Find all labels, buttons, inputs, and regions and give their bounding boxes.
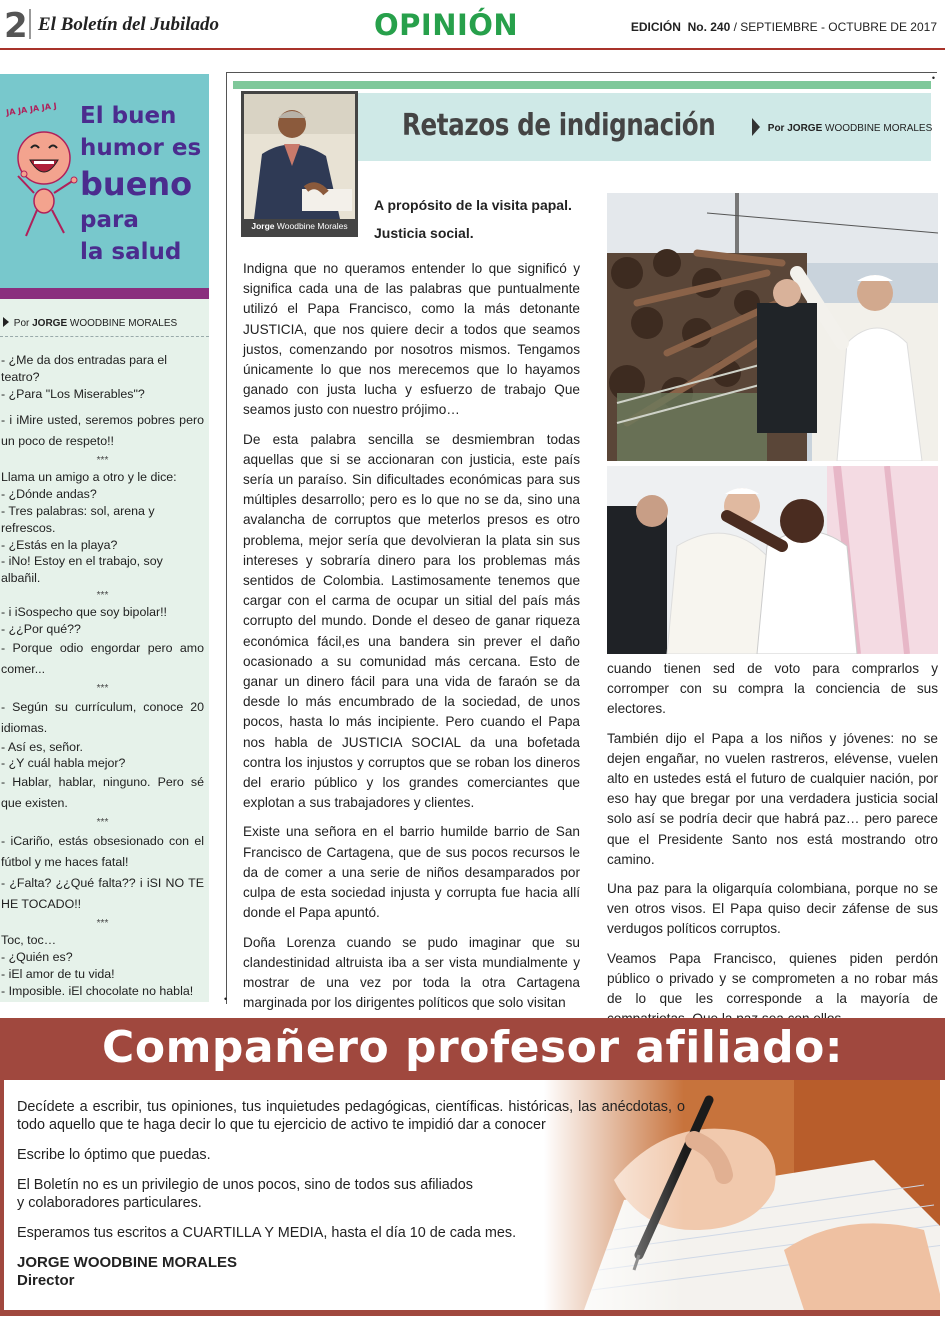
article-kicker — [374, 191, 584, 247]
byline-rest: WOODBINE MORALES — [825, 123, 933, 134]
byline-rest: WOODBINE MORALES — [69, 318, 178, 329]
humor-divider — [0, 336, 209, 337]
humor-column — [0, 74, 209, 1002]
joke-line: - ¿Para "Los Miserables"? — [1, 386, 145, 401]
edition-number: No. 240 — [687, 20, 731, 34]
promo-text — [17, 1098, 685, 1254]
promo-paragraph: Esperamos tus escritos a CUARTILLA Y MEDIA, hasta el día 10 de cada mes. — [17, 1225, 517, 1241]
joke-line: - i iSospecho que soy bipolar!! — [1, 604, 167, 619]
joke-line: - ¿Dónde andas? — [1, 487, 97, 502]
jokes-list — [1, 352, 204, 999]
article-paragraph: Doña Lorenza cuando se pudo imaginar que su clandestinidad altruista iba a ser vista mundialmente y mostrar de una vez por toda la otra Cartagena marginada por los dirigentes políticos que solo visitan — [243, 934, 580, 1011]
promo-line: El Boletín no es un privilegio de unos pocos, sino de todos sus afiliados — [17, 1177, 473, 1193]
pope-crowd-photo — [607, 193, 938, 461]
article-paragraph: Una paz para la oligarquía colombiana, porque no se ven otros visos. El Papa quiso decir záfense de sus verdugos políticos corruptos. — [607, 881, 938, 937]
joke-line: - Tres palabras: sol, arena y refrescos. — [1, 503, 155, 535]
header-divider — [29, 9, 31, 39]
byline-name: JORGE — [32, 318, 68, 329]
article-paragraph: De esta palabra sencilla se desmiembran todas aquellas que si se accionaran con justicia, este país sería un paraíso. Sin dificultades económicas para sus múltiples desarrollo; pero es lo que no se da, sino una avalancha de corruptos que meterlos presos es otro problema, mejor sería que devolvieran la plata sin sus intereses y sobraría dinero para los problemas más sentidos de Colombia. Lastimosamente tenemos que cargar con el carma de ocupar un sitial del país más corrupto del mundo. Donde el deseo de ganar riqueza económica fácil,es una bandera sin prever el daño ocasionado a su comunidad más cercana. Esto de ganar un dinero fácil para una vida de faraón se da desde lo más encumbrado de la sociedad, de unos pocos, hasta lo más incipiente. Pero cuando el Papa nos habla de JUSTICIA SOCIAL da una bofetada contra los injustos y corruptos que se roban los dineros del erario público y los grandes comerciantes que explotan a sus trabajadores y clientes. — [243, 431, 580, 811]
author-caption — [244, 219, 355, 234]
promo-paragraph: Decídete a escribir, tus opiniones, tus inquietudes pedagógicas, científicas. históricas, las anécdotas, o todo aquello que te haga decir lo que tu ejercicio de activo te impidió dar a conocer — [17, 1099, 685, 1133]
joke-line: - Hablar, hablar, ninguno. Pero sé que existen. — [1, 775, 204, 811]
banner-line-5: la salud — [80, 239, 182, 265]
article-column-2 — [607, 659, 938, 1038]
joke-line: - Imposible. iEl chocolate no habla! — [1, 983, 194, 998]
joke-line: - ¿Estás en la playa? — [1, 537, 118, 552]
promo-signature — [17, 1254, 237, 1290]
joke-line: - ¿Me da dos entradas para el teatro? — [1, 353, 167, 384]
author-caption-bold: Jorge — [251, 221, 275, 231]
promo-paragraph — [17, 1176, 685, 1212]
humor-byline — [0, 317, 209, 335]
author-portrait-image — [244, 94, 355, 219]
corner-dot: • — [931, 73, 935, 83]
kicker-line-1: A propósito de la visita papal. — [374, 197, 572, 213]
joke-line: - iEl amor de tu vida! — [1, 966, 115, 981]
joke-line: - Según su currículum, conoce 20 idiomas. — [1, 699, 204, 735]
humor-banner-title — [80, 100, 208, 268]
edition-label: EDICIÓN — [630, 20, 681, 34]
article-headline: Retazos de indignación — [402, 108, 716, 143]
article-paragraph: Indigna que no queramos entender lo que significó y significa cada una de las palabras que puntualmente utilizó el Papa Francisco, como la más detonante JUSTICIA, que nos quiere decir a todos que seamos justos, comenzando por nosotros mismos. Tengamos únicamente lo que nos merecemos que lo hayamos ganado con justa lucha y esfuerzo de trabajo Que seamos justo con nuestro prójimo… — [243, 261, 580, 418]
byline-arrow-icon — [3, 317, 9, 327]
laugh-text: JA JA JA JA J — [5, 101, 58, 118]
joke-separator: *** — [96, 918, 109, 930]
promo-paragraph: Escribe lo óptimo que puedas. — [17, 1147, 211, 1163]
article-body-col1 — [243, 259, 580, 1022]
joke-line: - iNo! Estoy en el trabajo, soy albañil. — [1, 554, 163, 586]
banner-line-1: El buen — [80, 103, 177, 129]
director-name: JORGE WOODBINE MORALES — [17, 1254, 238, 1271]
author-caption-rest: Woodbine Morales — [276, 221, 348, 231]
corner-dot: • — [224, 994, 228, 1004]
humor-banner — [0, 74, 209, 288]
banner-line-4: para — [80, 207, 139, 233]
pope-crowd-image — [607, 193, 938, 461]
joke-line: - ¿Quién es? — [1, 949, 73, 964]
page-header — [0, 0, 945, 50]
joke-line: - ¿Y cuál habla mejor? — [1, 756, 126, 771]
article-paragraph: Existe una señora en el barrio humilde barrio de San Francisco de Cartagena, que de sus pocos recursos le da de comer a una serie de niños desamparados por culpa de esta sociedad injusta y corrupta fue hacia allí donde el Papa apuntó. — [243, 824, 580, 921]
joke-separator: *** — [96, 682, 109, 694]
joke-line: - Así es, señor. — [1, 739, 83, 754]
byline-name: JORGE — [787, 123, 823, 134]
opinion-article — [224, 72, 938, 1011]
article-top-bar — [233, 81, 931, 89]
section-title: OPINIÓN — [374, 8, 519, 42]
joke-separator: *** — [96, 817, 109, 829]
promo-title: Compañero profesor afiliado: — [102, 1022, 843, 1073]
joke-separator: *** — [96, 589, 109, 601]
banner-line-2: humor es — [80, 135, 202, 161]
humor-stripe — [0, 288, 209, 299]
article-paragraph: También dijo el Papa a los niños y jóvenes: no se dejen engañar, no vuelen rastreros, elévense, vuelen alto en ustedes está el futuro de cualquier nación, por eso hay que bregar por una verdadera justicia social solo así se podría decir que habrá paz… pero parece que el Presidente Santo nos está mostrando otro camino. — [607, 730, 938, 867]
joke-separator: *** — [96, 455, 109, 467]
director-role: Director — [17, 1272, 75, 1289]
publication-title: El Boletín del Jubilado — [38, 14, 220, 35]
byline-prefix: Por — [13, 318, 30, 329]
joke-line: Toc, toc… — [1, 933, 57, 948]
joke-line: - Porque odio engordar pero amo comer... — [1, 640, 204, 676]
laughing-face-icon — [4, 98, 84, 258]
banner-line-3: bueno — [80, 165, 193, 203]
article-body-col2 — [607, 659, 938, 1029]
joke-line: Llama un amigo a otro y le dice: — [1, 470, 177, 485]
page-number: 2 — [4, 6, 28, 46]
edition-info — [631, 20, 937, 34]
joke-line: - iCariño, estás obsesionado con el fútbol y me haces fatal! — [1, 834, 204, 870]
article-byline — [752, 118, 932, 136]
joke-line: - ¿Falta? ¿¿Qué falta?? i iSI NO TE HE TOCADO!! — [1, 876, 204, 912]
author-photo — [241, 91, 358, 237]
edition-date: / SEPTIEMBRE - OCTUBRE DE 2017 — [733, 20, 937, 34]
promo-box — [0, 1080, 940, 1316]
article-paragraph: cuando tienen sed de voto para comprarlos y corromper con su compra la conciencia de sus electores. — [607, 661, 938, 717]
promo-line: y colaboradores particulares. — [17, 1195, 202, 1211]
byline-arrow-icon — [752, 118, 760, 136]
joke-line: - ¿¿Por qué?? — [1, 621, 81, 636]
joke-line: - i iMire usted, seremos pobres pero un poco de respeto!! — [1, 413, 204, 449]
kicker-line-2: Justicia social. — [374, 225, 474, 241]
article-paragraph: Veamos Papa Francisco, quienes piden perdón público o privado y se comprometen a no robar más de lo que les corresponde a la mayoría de — [607, 950, 938, 1007]
byline-prefix: Por — [767, 123, 785, 134]
pope-embrace-photo — [607, 466, 938, 654]
pope-embrace-image — [607, 466, 938, 654]
